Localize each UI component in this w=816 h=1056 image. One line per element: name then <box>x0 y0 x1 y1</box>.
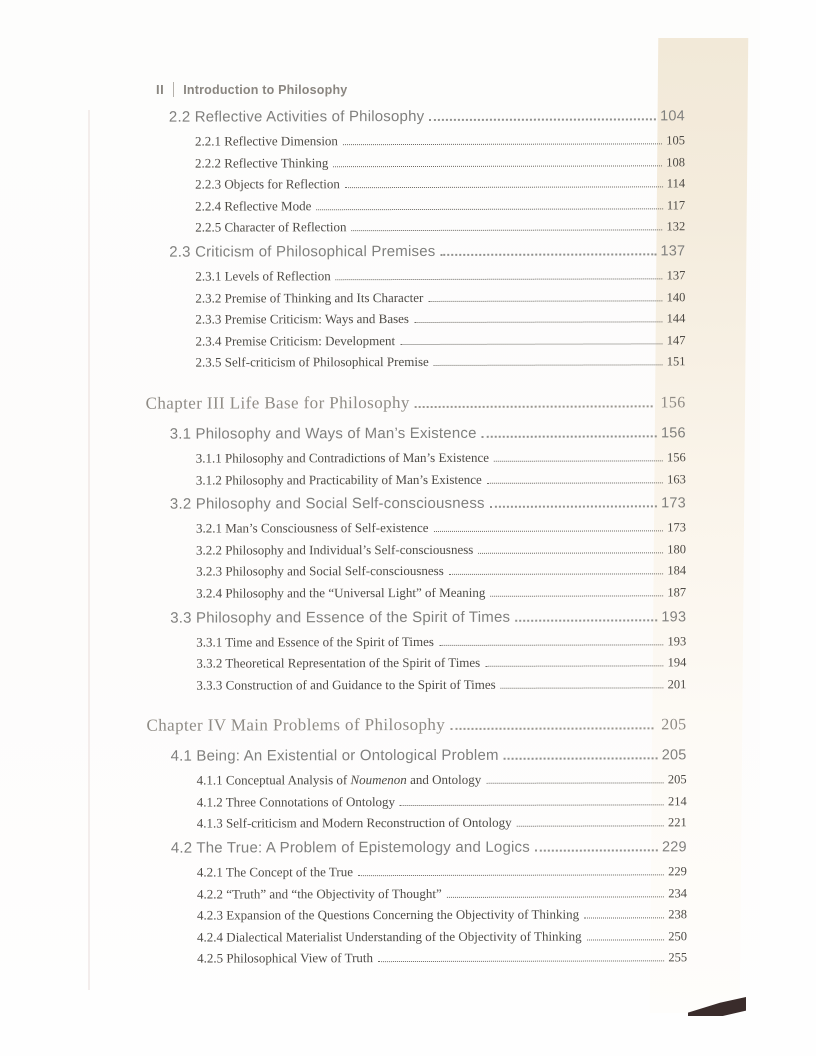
toc-entry <box>145 175 685 198</box>
dot-leader <box>333 165 662 167</box>
toc-entry-page-number: 205 <box>661 747 687 764</box>
dot-leader <box>345 187 663 189</box>
toc-entry <box>145 332 685 355</box>
dot-leader <box>415 405 653 408</box>
dot-leader <box>434 530 664 532</box>
toc-entry <box>146 494 686 520</box>
toc-entry-page-number: 147 <box>666 333 686 348</box>
dot-leader <box>447 896 664 898</box>
toc-entry <box>146 563 686 586</box>
toc-entry <box>146 519 686 542</box>
dot-leader <box>486 783 664 784</box>
toc-entry-page-number: 229 <box>661 839 687 856</box>
toc-entry-label: 4.2.4 Dialectical Materialist Understanding of the Objectivity of Thinking <box>197 928 582 945</box>
toc-entry-page-number: 193 <box>661 608 687 625</box>
toc-entry-label: 3.3.2 Theoretical Representation of the Spirit of Times <box>196 654 481 671</box>
toc-entry-page-number: 137 <box>666 268 686 283</box>
toc-entry-label: 3.2.4 Philosophy and the “Universal Light” of Meaning <box>196 584 486 601</box>
dot-leader <box>478 552 663 553</box>
dot-leader <box>316 208 662 210</box>
toc-entry <box>147 885 687 908</box>
toc-entry-page-number: 255 <box>668 950 688 965</box>
running-head <box>156 82 347 97</box>
toc-entry-page-number: 234 <box>668 885 687 900</box>
dot-leader <box>414 322 663 324</box>
toc-entry-page-number: 151 <box>666 354 686 369</box>
dot-leader <box>336 278 663 280</box>
toc-entry-page-number: 114 <box>666 176 686 191</box>
toc-entry-page-number: 187 <box>667 585 687 600</box>
toc-entry <box>145 154 685 177</box>
toc-entry-label: 4.1.1 Conceptual Analysis of Noumenon and Ontology <box>196 772 482 788</box>
toc-entry <box>146 424 686 450</box>
toc-entry-label: 3.3.3 Construction of and Guidance to the Spirit of Times <box>196 676 496 693</box>
toc-entry-page-number: 163 <box>667 471 686 486</box>
dot-leader <box>490 595 663 596</box>
toc-entry-label: 2.2.1 Reflective Dimension <box>194 133 338 149</box>
toc-entry-page-number: 205 <box>661 716 687 734</box>
toc-entry <box>146 392 686 423</box>
toc-entry-page-number: 221 <box>667 815 687 830</box>
dot-leader <box>485 665 663 666</box>
toc-entry <box>146 584 686 607</box>
roman-page-number: II <box>156 82 165 97</box>
toc-entry-page-number: 238 <box>668 907 688 922</box>
book-title: Introduction to Philosophy <box>183 82 348 97</box>
toc-entry <box>147 838 687 864</box>
toc-entry-page-number: 140 <box>666 289 686 304</box>
toc-entry <box>146 676 686 699</box>
toc-entry-page-number: 250 <box>668 929 688 944</box>
toc-entry-label: 4.2 The True: A Problem of Epistemology and Logics <box>170 838 530 857</box>
dot-leader <box>343 143 662 145</box>
toc-entry <box>145 310 685 333</box>
page-gutter-crease <box>88 110 90 990</box>
dot-leader <box>482 435 657 437</box>
toc-entry <box>146 541 686 564</box>
toc-entry-page-number: 137 <box>660 243 686 260</box>
toc-entry-label: 2.2.3 Objects for Reflection <box>195 176 340 192</box>
toc-entry-page-number: 117 <box>666 198 686 213</box>
dot-leader <box>351 230 662 232</box>
toc-entry-label: 2.3.1 Levels of Reflection <box>195 268 331 284</box>
toc-entry <box>145 197 685 220</box>
toc-entry-label: 2.3.3 Premise Criticism: Ways and Bases <box>195 311 410 327</box>
dot-leader <box>535 849 658 851</box>
toc-entry-label: 4.2.2 “Truth” and “the Objectivity of Thought” <box>196 885 442 902</box>
dot-leader <box>400 343 663 345</box>
toc-entry <box>146 354 686 377</box>
dot-leader <box>450 728 653 731</box>
dot-leader <box>504 758 658 760</box>
toc-entry-label: 4.2.1 The Concept of the True <box>196 864 353 880</box>
toc-entry-label: 2.2 Reflective Activities of Philosophy <box>168 107 425 126</box>
dot-leader <box>587 939 665 940</box>
toc-entry-page-number: 180 <box>667 542 687 557</box>
toc-entry <box>147 772 687 795</box>
toc-entry <box>146 654 686 677</box>
toc-entry <box>147 907 687 930</box>
toc-entry-label: 3.2.3 Philosophy and Social Self-consciousness <box>196 563 444 579</box>
toc-entry-label: 3.2.1 Man’s Consciousness of Self-existence <box>195 520 429 536</box>
toc-entry <box>145 242 685 268</box>
toc-entry-label: 2.3 Criticism of Philosophical Premises <box>169 242 436 261</box>
toc-entry-label: 2.2.5 Character of Reflection <box>195 219 347 235</box>
toc-entry-page-number: 173 <box>667 520 686 535</box>
dot-leader <box>358 874 664 876</box>
toc-entry-label: 3.1.1 Philosophy and Contradictions of Man’s Existence <box>195 449 490 466</box>
toc-entry <box>147 815 687 838</box>
toc-entry-label: 2.3.2 Premise of Thinking and Its Character <box>195 289 424 306</box>
toc-entry-label: 4.2.5 Philosophical View of Truth <box>197 950 374 967</box>
toc-entry-label: 2.3.5 Self-criticism of Philosophical Premise <box>195 354 429 370</box>
dot-leader <box>440 253 656 256</box>
dot-leader <box>434 365 663 367</box>
toc-entry-label: 2.2.4 Reflective Mode <box>195 198 312 214</box>
toc-entry-label: 3.2 Philosophy and Social Self-consciousness <box>169 494 485 513</box>
toc-entry <box>145 132 685 155</box>
toc-entry-page-number: 201 <box>667 676 687 692</box>
toc-entry-label: Chapter III Life Base for Philosophy <box>145 392 410 413</box>
table-of-contents <box>145 105 687 972</box>
dot-leader <box>439 644 664 646</box>
toc-entry-label: 3.3.1 Time and Essence of the Spirit of Times <box>196 633 434 650</box>
dot-leader <box>515 619 657 621</box>
toc-entry <box>147 950 687 973</box>
dot-leader <box>378 961 664 963</box>
header-divider <box>173 82 174 97</box>
toc-entry-page-number: 229 <box>668 864 687 879</box>
dot-leader <box>400 804 664 806</box>
toc-entry-page-number: 132 <box>666 219 686 234</box>
toc-entry-page-number: 193 <box>667 633 687 648</box>
toc-entry-label: 3.2.2 Philosophy and Individual’s Self-consciousness <box>196 541 474 558</box>
dot-leader <box>429 118 656 121</box>
dot-leader <box>487 482 663 483</box>
toc-entry-label: 2.2.2 Reflective Thinking <box>194 154 329 171</box>
dot-leader <box>501 687 664 688</box>
toc-entry-page-number: 156 <box>660 394 686 412</box>
dot-leader <box>584 918 664 919</box>
dot-leader <box>449 574 664 576</box>
toc-entry-label: 4.1 Being: An Existential or Ontological Problem <box>170 747 499 765</box>
toc-entry-page-number: 173 <box>661 495 686 512</box>
toc-entry-label: 4.1.3 Self-criticism and Modern Reconstruction of Ontology <box>196 815 512 832</box>
toc-entry-label: Chapter IV Main Problems of Philosophy <box>146 715 446 735</box>
toc-entry-label: 2.3.4 Premise Criticism: Development <box>195 332 396 349</box>
toc-entry-page-number: 108 <box>666 154 686 169</box>
toc-entry-label: 4.1.2 Three Connotations of Ontology <box>196 793 396 810</box>
dot-leader <box>494 460 663 461</box>
toc-entry-page-number: 144 <box>666 311 686 326</box>
toc-entry <box>146 449 686 472</box>
toc-entry <box>147 747 687 773</box>
toc-entry <box>147 863 687 886</box>
dot-leader <box>517 826 664 827</box>
toc-entry-label: 3.1 Philosophy and Ways of Man’s Existence <box>169 424 477 443</box>
toc-entry-page-number: 156 <box>660 425 686 442</box>
toc-entry <box>146 608 686 634</box>
toc-entry <box>145 289 685 312</box>
dot-leader <box>490 505 657 507</box>
toc-entry <box>147 793 687 816</box>
toc-entry-page-number: 105 <box>666 133 685 148</box>
toc-entry-page-number: 156 <box>667 450 686 465</box>
toc-entry-label: 3.1.2 Philosophy and Practicability of Man’s Existence <box>195 471 482 488</box>
dot-leader <box>428 300 662 302</box>
toc-entry <box>145 107 685 133</box>
toc-entry <box>146 471 686 494</box>
toc-entry-page-number: 104 <box>660 108 685 125</box>
toc-entry-label: 3.3 Philosophy and Essence of the Spirit of Times <box>170 608 511 627</box>
toc-entry-page-number: 205 <box>667 772 687 787</box>
toc-entry <box>146 715 686 746</box>
toc-entry <box>147 928 687 951</box>
toc-entry-page-number: 184 <box>667 563 687 578</box>
toc-entry <box>145 219 685 242</box>
toc-entry <box>146 633 686 656</box>
toc-entry <box>145 267 685 290</box>
toc-entry-label: 4.2.3 Expansion of the Questions Concerning the Objectivity of Thinking <box>196 906 580 923</box>
toc-entry-page-number: 214 <box>667 794 687 809</box>
toc-entry-page-number: 194 <box>667 655 687 670</box>
